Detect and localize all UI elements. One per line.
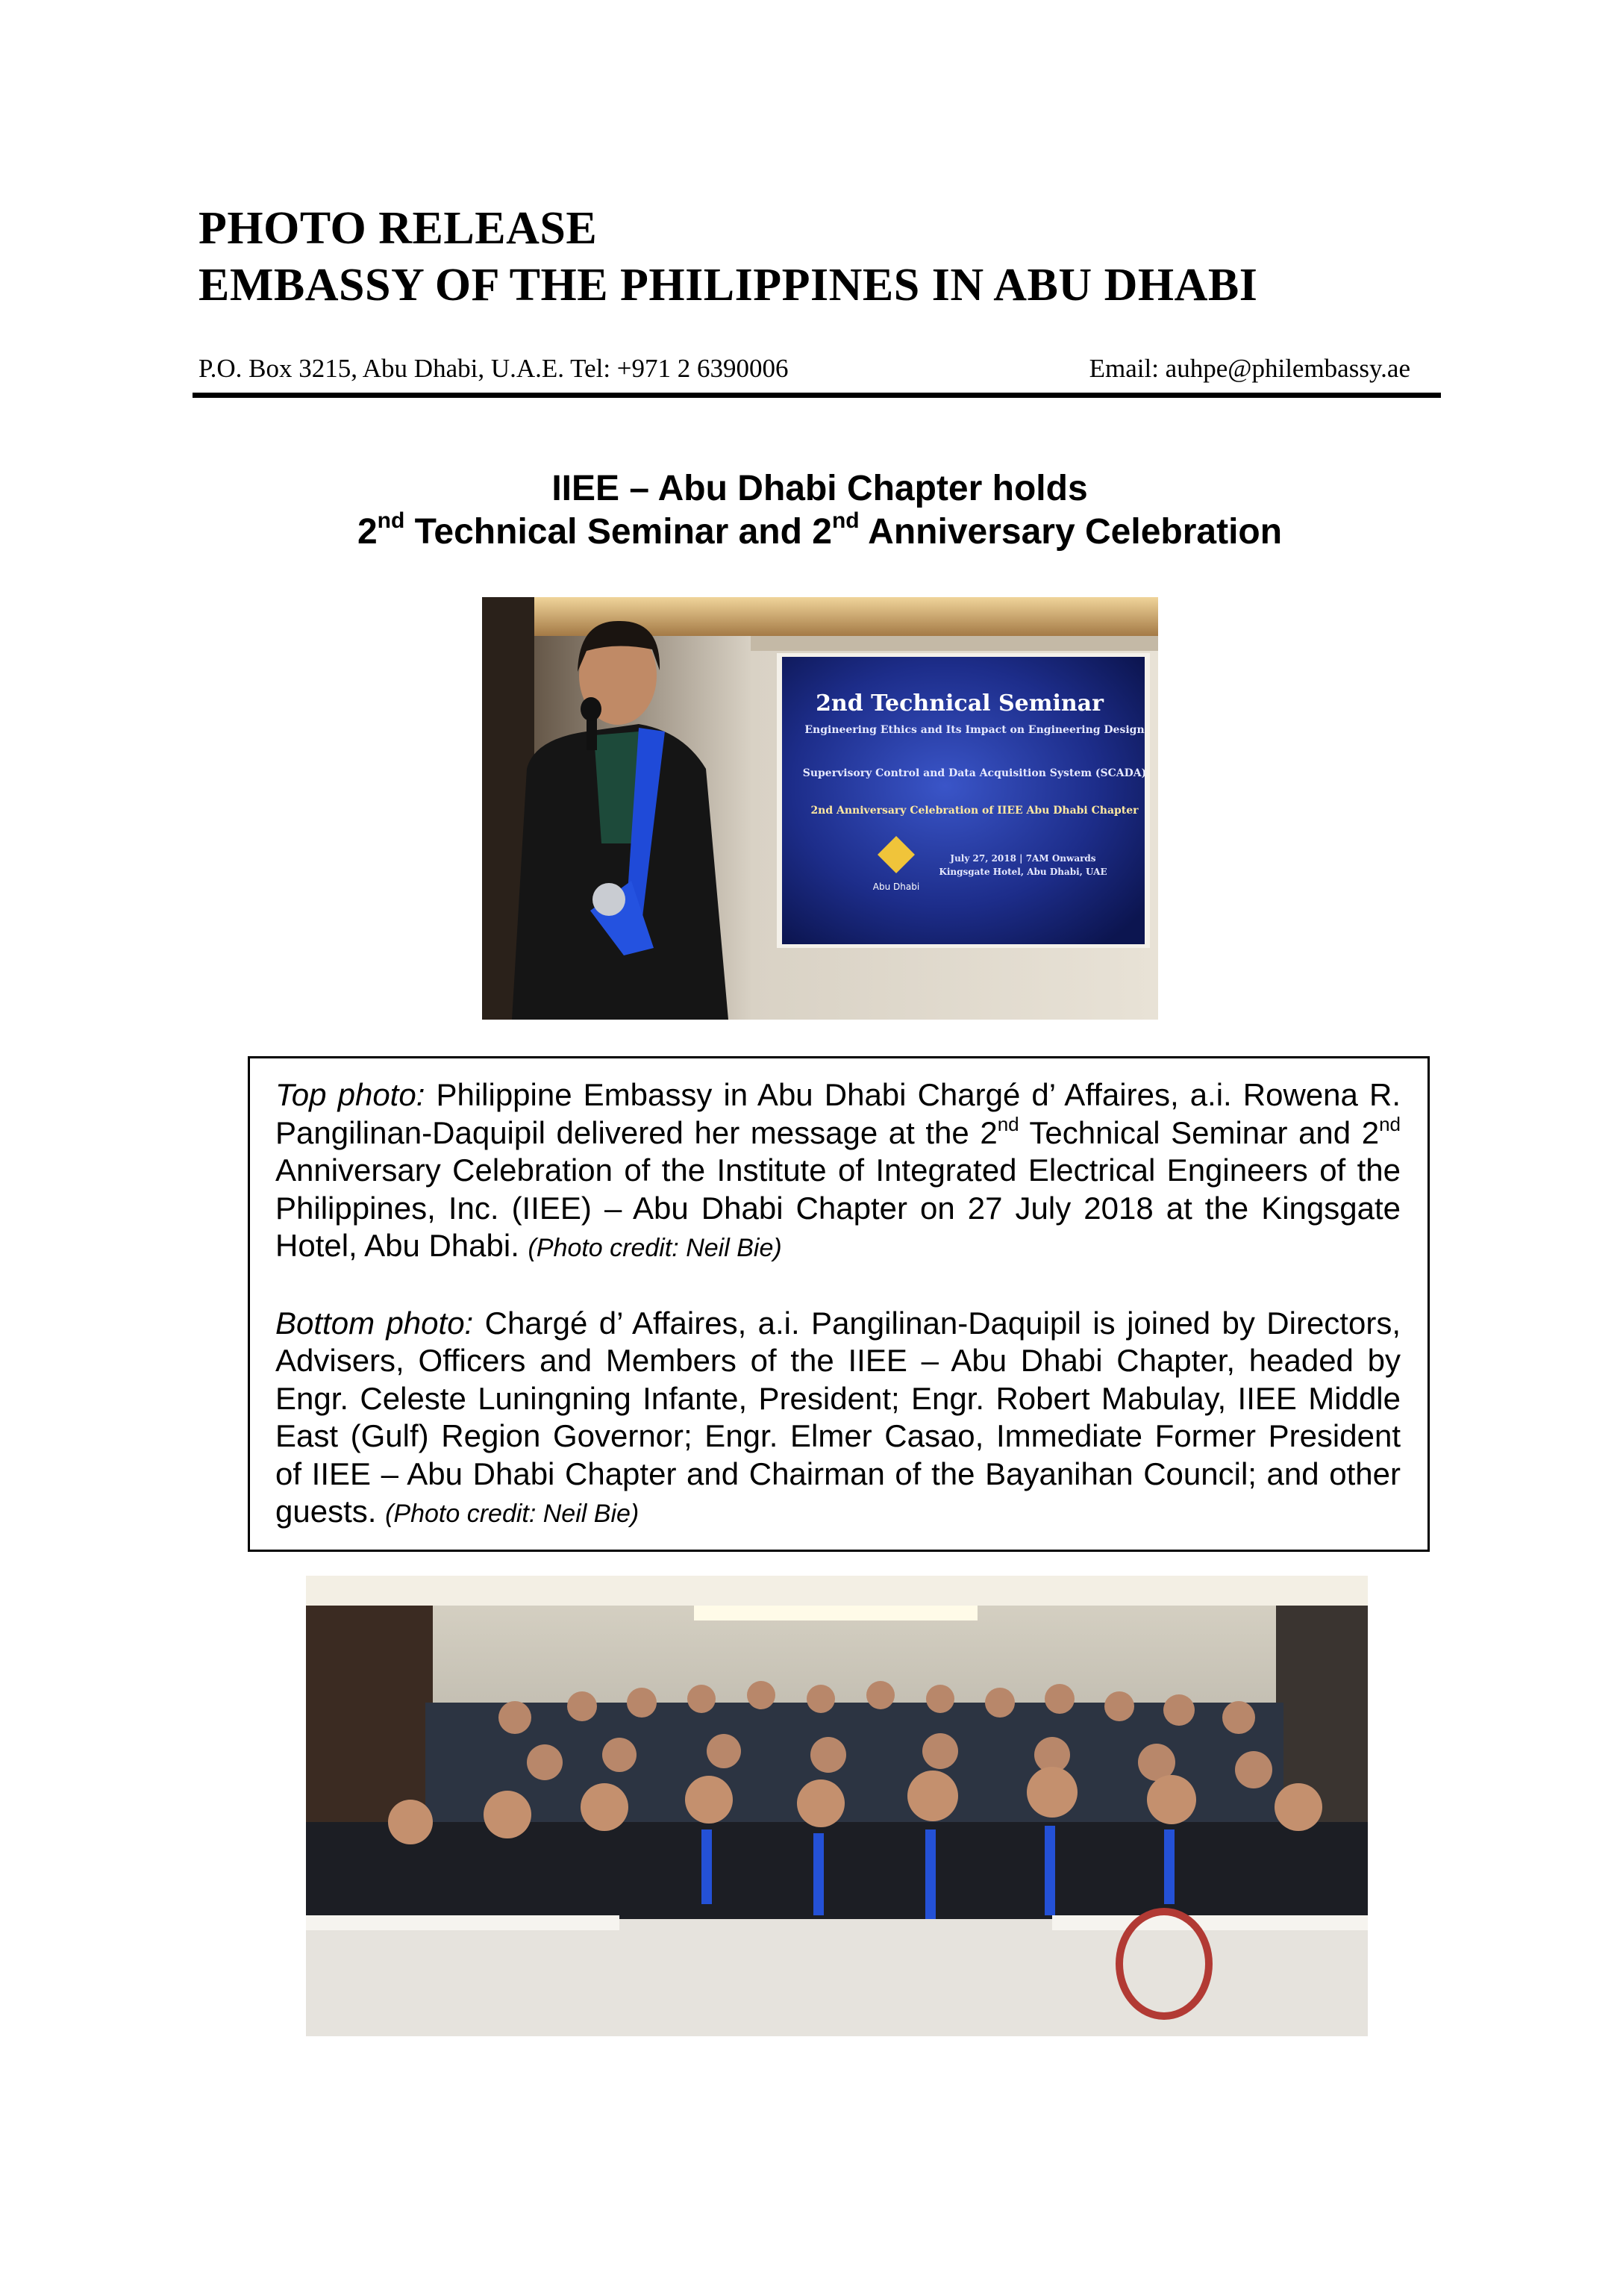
- top-photo: [482, 597, 1158, 1020]
- bottom-caption-label: Bottom photo:: [275, 1305, 474, 1341]
- headline-line-2: 2nd Technical Seminar and 2nd Anniversary Celebration: [357, 508, 1283, 552]
- letterhead-title: [198, 200, 1467, 313]
- microphone-icon: [581, 697, 601, 721]
- headline-line-1: IIEE – Abu Dhabi Chapter holds: [551, 469, 1088, 508]
- top-photo-caption: Top photo: Philippine Embassy in Abu Dhabi Chargé d’ Affaires, a.i. Rowena R. Pangilinan-Daquipil delivered her message at the 2nd Technical Seminar and 2nd Anniversary Celebration of the Institute of Integrated Electrical Engineers of the Philippines, Inc. (IIEE) – Abu Dhabi Chapter on 27 July 2018 at the Kingsgate Hotel, Abu Dhabi. (Photo credit: Neil Bie): [275, 1077, 1401, 1263]
- screen-title: 2nd Technical Seminar: [816, 690, 1104, 717]
- group-photo-illustration: [306, 1576, 1368, 2036]
- screen-venue: Kingsgate Hotel, Abu Dhabi, UAE: [939, 867, 1107, 877]
- article-headline: [198, 467, 1441, 554]
- screen-topic-2: Supervisory Control and Data Acquisition System (SCADA): [802, 767, 1147, 779]
- bottom-photo-credit: (Photo credit: Neil Bie): [385, 1500, 639, 1528]
- bottom-photo: [306, 1576, 1368, 2036]
- screen-logo-text: Abu Dhabi: [872, 882, 920, 892]
- top-photo-credit: (Photo credit: Neil Bie): [528, 1234, 782, 1262]
- photo-release-heading: PHOTO RELEASE: [198, 203, 598, 254]
- bottom-photo-caption: Bottom photo: Chargé d’ Affaires, a.i. Pangilinan-Daquipil is joined by Directors, Advisers, Officers and Members of the IIEE – Abu Dhabi Chapter, headed by Engr. Celeste Luningning Infante, President; Engr. Robert Mabulay, IIEE Middle East (Gulf) Region Governor; Engr. Elmer Casao, Immediate Former President of IIEE – Abu Dhabi Chapter and Chairman of the Bayanihan Council; and other guests. (Photo credit: Neil Bie): [275, 1305, 1401, 1529]
- top-caption-label: Top photo:: [275, 1077, 425, 1112]
- screen-topic-1: Engineering Ethics and Its Impact on Engineering Design: [804, 724, 1145, 736]
- header-divider: [193, 393, 1441, 398]
- embassy-name: EMBASSY OF THE PHILIPPINES IN ABU DHABI: [198, 260, 1258, 311]
- top-photo-illustration: [482, 597, 1158, 1020]
- contact-line: [198, 352, 1410, 385]
- email-text: Email: auhpe@philembassy.ae: [1089, 354, 1410, 383]
- screen-date: July 27, 2018 | 7AM Onwards: [950, 853, 1096, 864]
- address-text: P.O. Box 3215, Abu Dhabi, U.A.E. Tel: +971 2 6390006: [198, 354, 789, 383]
- caption-box: [248, 1056, 1430, 1552]
- screen-celebration: 2nd Anniversary Celebration of IIEE Abu Dhabi Chapter: [810, 805, 1139, 817]
